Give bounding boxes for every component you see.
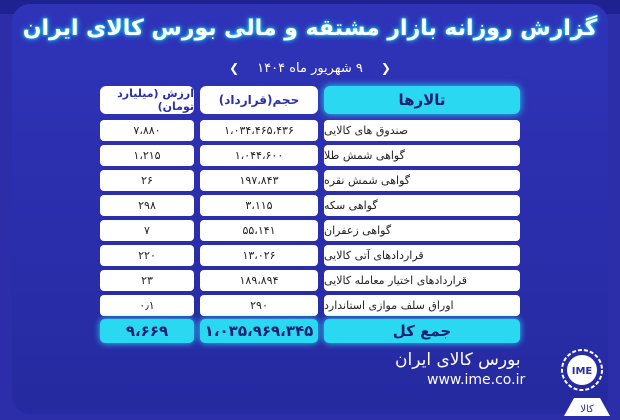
table-row	[100, 245, 526, 266]
table-row	[100, 170, 526, 191]
logo-text: IME	[571, 366, 593, 377]
cell-value: ۰٫۱	[100, 295, 194, 316]
cell-name: قراردادهای آتی کالایی	[324, 245, 520, 266]
cell-volume: ۱۹۷،۸۴۳	[200, 170, 318, 191]
cell-value: ۲۹۸	[100, 195, 194, 216]
footer-website[interactable]: www.ime.co.ir	[427, 372, 526, 388]
ime-logo-icon	[560, 348, 604, 392]
cell-name: گواهی شمش طلا	[324, 145, 520, 166]
table-row	[100, 270, 526, 291]
cell-volume: ۱،۰۳۴،۴۶۵،۴۳۶	[200, 120, 318, 141]
report-date: ۹ شهریور ماه ۱۴۰۴	[257, 60, 363, 76]
chevron-left-icon[interactable]: ❮	[229, 61, 240, 75]
cell-name: گواهی شمش نقره	[324, 170, 520, 191]
header-volume: حجم(قرارداد)	[200, 86, 318, 114]
kala-ribbon	[560, 392, 612, 416]
cell-volume: ۱۸۹،۸۹۴	[200, 270, 318, 291]
cell-value: ۲۳	[100, 270, 194, 291]
cell-value: ۷	[100, 220, 194, 241]
table-header-row	[100, 86, 520, 116]
cell-name: صندوق های کالایی	[324, 120, 520, 141]
cell-name: قراردادهای اختیار معامله کالایی	[324, 270, 520, 291]
ribbon-badge-icon	[560, 392, 612, 416]
cell-volume: ۵۵،۱۴۱	[200, 220, 318, 241]
cell-value: ۷،۸۸۰	[100, 120, 194, 141]
ribbon-text: کالا	[580, 404, 594, 415]
cell-value: ۱،۲۱۵	[100, 145, 194, 166]
date-navigator	[0, 56, 620, 80]
header-value: ارزش (میلیارد تومان)	[100, 86, 194, 114]
table-row	[100, 145, 526, 166]
cell-volume: ۱،۰۴۴،۶۰۰	[200, 145, 318, 166]
header-name: تالارها	[324, 86, 520, 114]
footer-brand-name: بورس کالای ایران	[395, 350, 521, 370]
cell-value: ۲۶	[100, 170, 194, 191]
table-total-row	[100, 319, 520, 345]
table-row	[100, 295, 526, 316]
table-row	[100, 195, 526, 216]
cell-volume: ۳،۱۱۵	[200, 195, 318, 216]
chevron-right-icon[interactable]: ❯	[380, 61, 391, 75]
cell-name: گواهی سکه	[324, 195, 520, 216]
total-value: ۹،۶۶۹	[100, 319, 194, 343]
table-body	[100, 120, 526, 320]
cell-volume: ۱۳،۰۲۶	[200, 245, 318, 266]
cell-volume: ۲۹۰	[200, 295, 318, 316]
cell-value: ۲۲۰	[100, 245, 194, 266]
table-row	[100, 120, 526, 141]
total-label: جمع کل	[324, 319, 520, 343]
cell-name: گواهی زعفران	[324, 220, 520, 241]
cell-name: اوراق سلف موازی استاندارد	[324, 295, 520, 316]
report-title: گزارش روزانه بازار مشتقه و مالی بورس کالای ایران	[22, 16, 598, 41]
table-row	[100, 220, 526, 241]
total-volume: ۱،۰۳۵،۹۶۹،۳۴۵	[200, 319, 318, 343]
ime-logo	[560, 348, 604, 392]
